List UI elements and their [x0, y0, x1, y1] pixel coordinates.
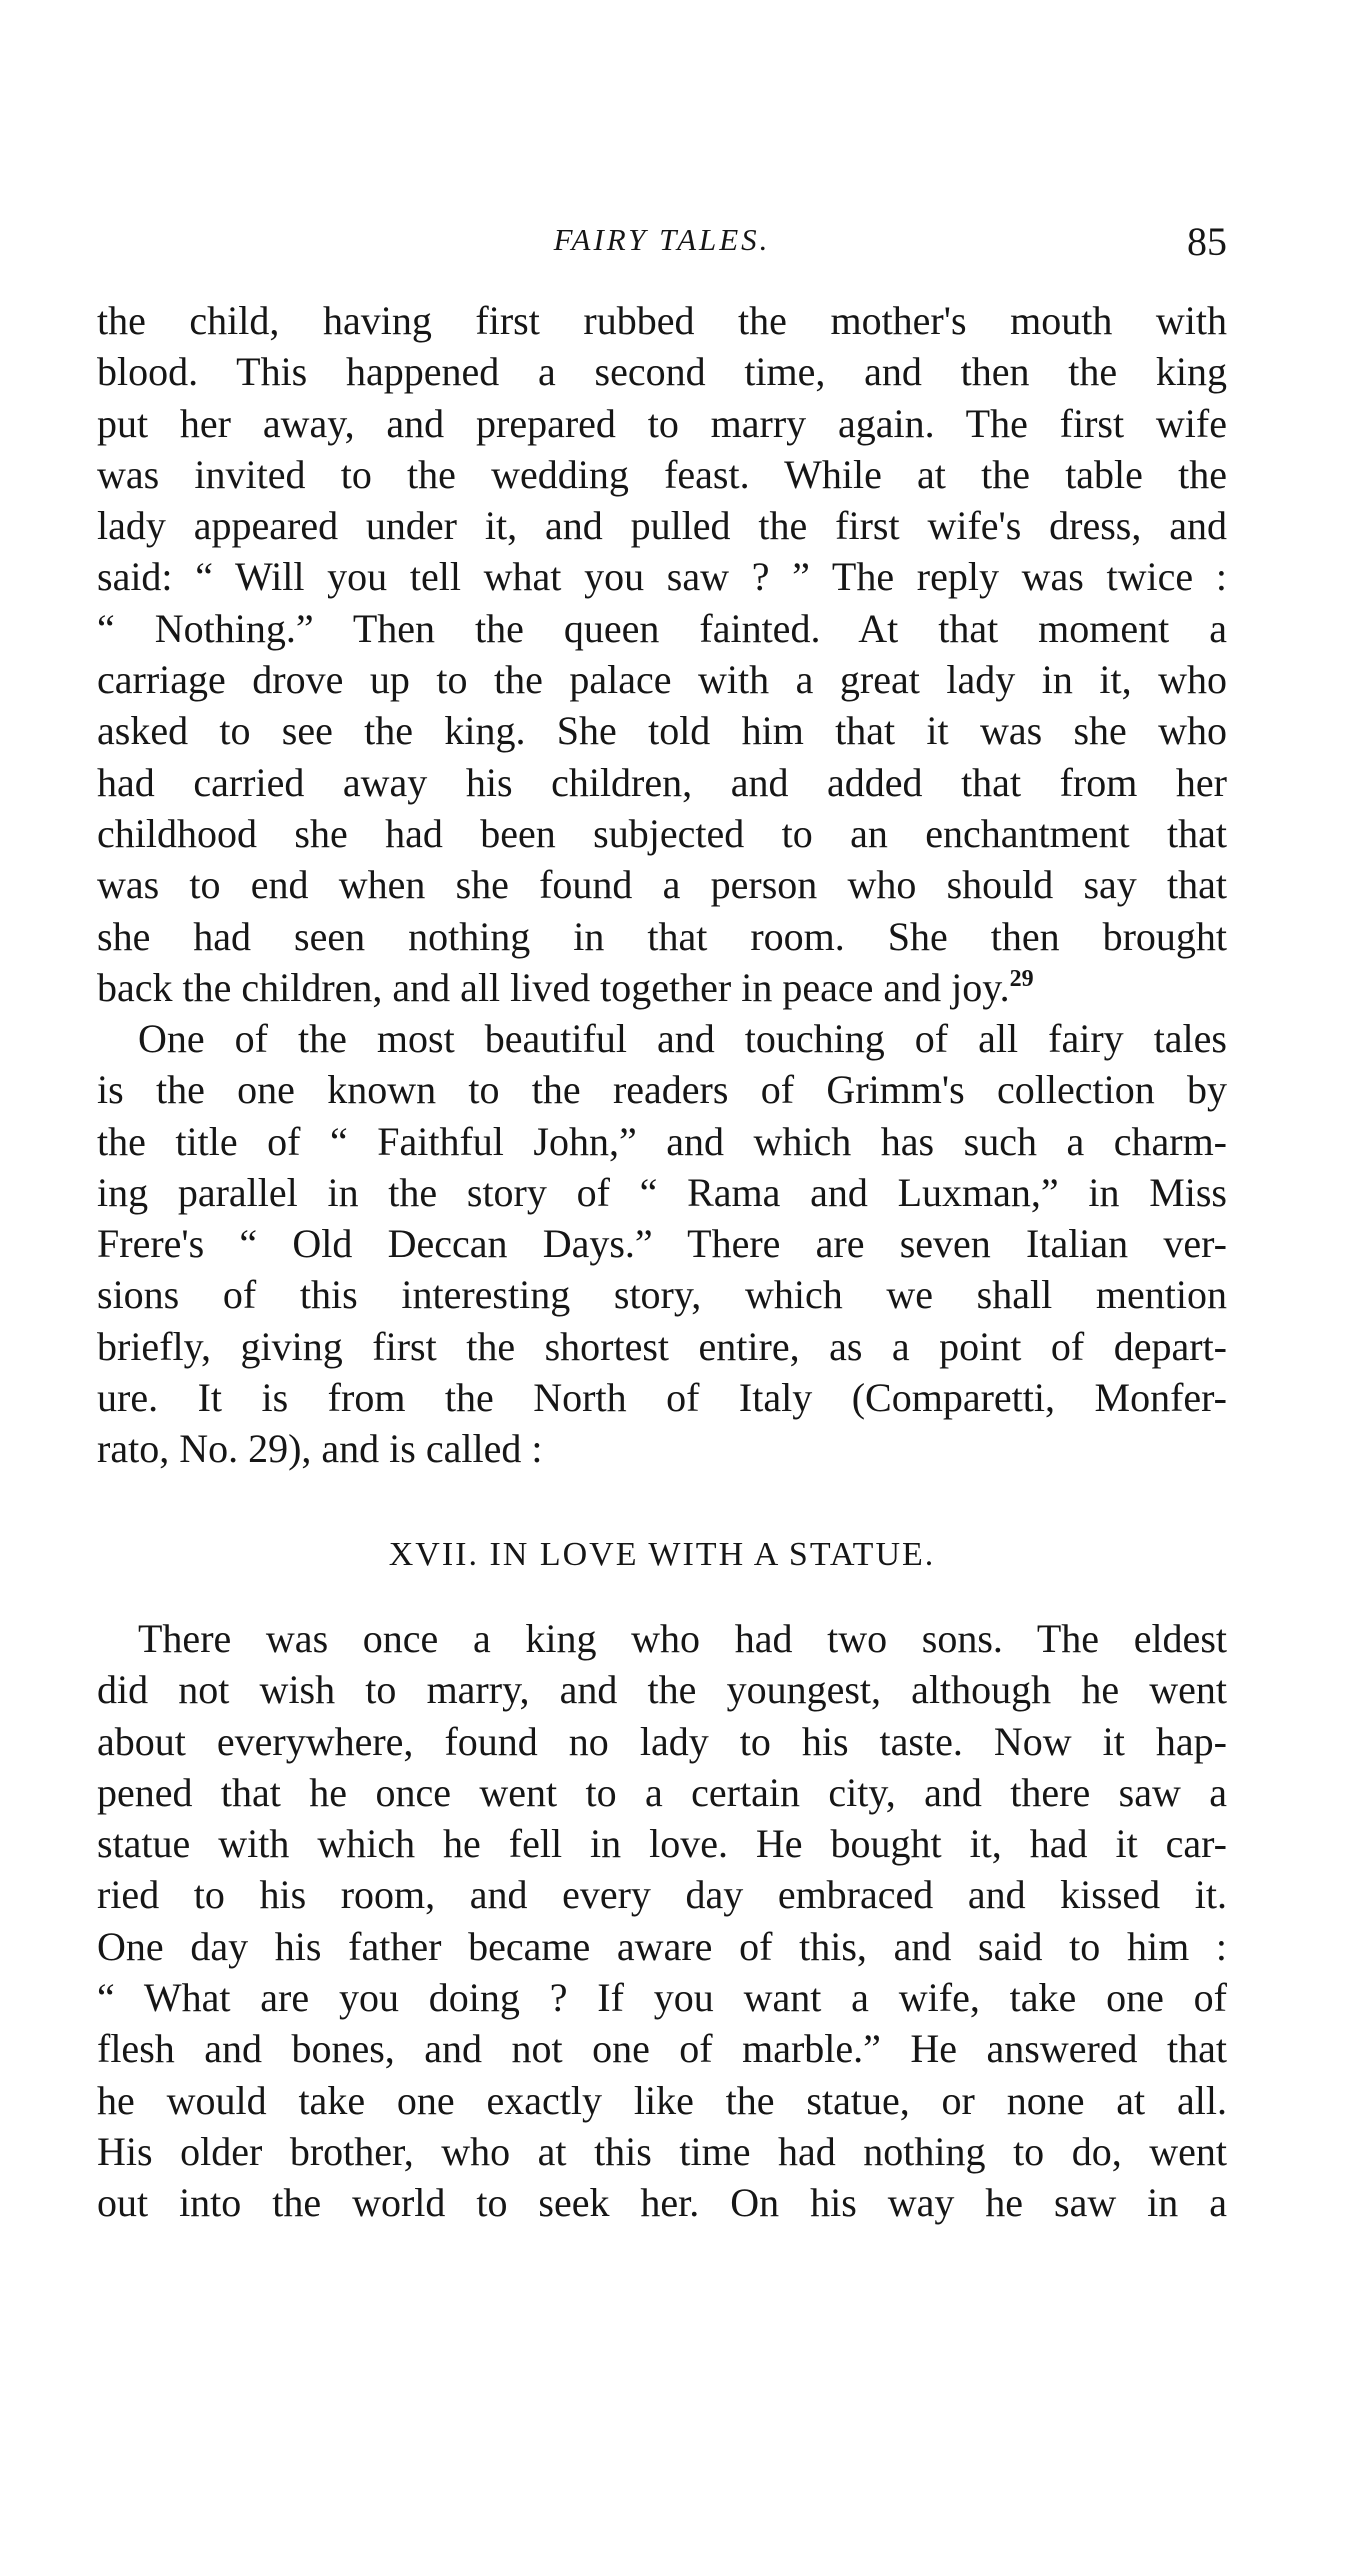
- text-line: pened that he once went to a certain city, and there saw a: [97, 1769, 1227, 1815]
- running-title: FAIRY TALES.: [553, 222, 771, 257]
- section-heading: XVII. IN LOVE WITH A STATUE.: [388, 1536, 936, 1573]
- text-line: One of the most beautiful and touching of all fairy tales: [138, 1016, 1227, 1061]
- text-line: blood. This happened a second time, and then the king: [97, 349, 1227, 395]
- footnote-reference: 29: [1009, 965, 1034, 992]
- text-line: One day his father became aware of this, and said to him :: [97, 1923, 1227, 1969]
- text-line: “ What are you doing ? If you want a wife, take one of: [97, 1975, 1227, 2021]
- text-line: “ Nothing.” Then the queen fainted. At that moment a: [97, 605, 1227, 651]
- text-line: sions of this interesting story, which we shall mention: [97, 1272, 1227, 1318]
- text-line: the child, having first rubbed the mother's mouth with: [97, 298, 1227, 343]
- text-line: had carried away his children, and added that from her: [97, 759, 1227, 805]
- paragraph-continuation: [97, 295, 1227, 1013]
- text-line: said: “ Will you tell what you saw ? ” The reply was twice :: [97, 554, 1227, 600]
- text-line: rato, No. 29), and is called :: [97, 1426, 543, 1472]
- text-line: His older brother, who at this time had nothing to do, went: [97, 2128, 1227, 2174]
- running-head: [97, 218, 1227, 270]
- text-line: did not wish to marry, and the youngest, although he went: [97, 1667, 1227, 1713]
- text-line: asked to see the king. She told him that it was she who: [97, 708, 1227, 754]
- paragraph: [97, 1613, 1227, 2229]
- text-line: [97, 962, 1227, 1013]
- text-line: flesh and bones, and not one of marble.” He answered that: [97, 2026, 1227, 2072]
- text-line: carriage drove up to the palace with a great lady in it, who: [97, 657, 1227, 703]
- text-line: out into the world to seek her. On his way he saw in a: [97, 2180, 1227, 2226]
- text-line: was to end when she found a person who should say that: [97, 862, 1227, 908]
- text-line: Frere's “ Old Deccan Days.” There are seven Italian ver-: [97, 1221, 1227, 1267]
- text-line: ried to his room, and every day embraced and kissed it.: [97, 1872, 1227, 1918]
- text-line: ure. It is from the North of Italy (Comparetti, Monfer-: [97, 1375, 1227, 1421]
- paragraph: [97, 1013, 1227, 1475]
- text-line: was invited to the wedding feast. While at the table the: [97, 451, 1227, 497]
- text-line-content: back the children, and all lived together in peace and joy.: [97, 964, 1010, 1010]
- text-line: statue with which he fell in love. He bought it, had it car-: [97, 1821, 1227, 1867]
- text-line: he would take one exactly like the statue, or none at all.: [97, 2077, 1227, 2123]
- text-line: she had seen nothing in that room. She then brought: [97, 913, 1227, 959]
- text-line: There was once a king who had two sons. The eldest: [138, 1616, 1227, 1661]
- text-line: the title of “ Faithful John,” and which has such a charm-: [97, 1118, 1227, 1164]
- page-number: 85: [1187, 219, 1227, 264]
- text-line: about everywhere, found no lady to his taste. Now it hap-: [97, 1718, 1227, 1764]
- text-line: childhood she had been subjected to an enchantment that: [97, 810, 1227, 856]
- text-line: ing parallel in the story of “ Rama and Luxman,” in Miss: [97, 1169, 1227, 1215]
- text-line: is the one known to the readers of Grimm's collection by: [97, 1067, 1227, 1113]
- text-line: briefly, giving first the shortest entire, as a point of depart-: [97, 1323, 1227, 1369]
- text-line: lady appeared under it, and pulled the first wife's dress, and: [97, 503, 1227, 549]
- text-line: put her away, and prepared to marry again. The first wife: [97, 400, 1227, 446]
